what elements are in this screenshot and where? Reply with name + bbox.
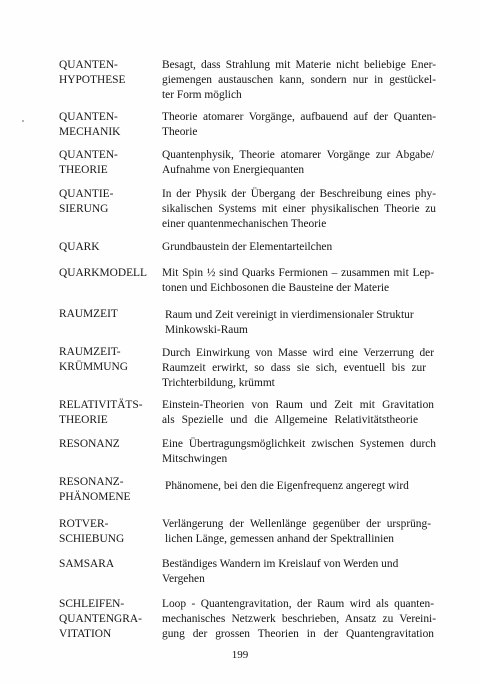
- glossary-definition: [162, 110, 438, 140]
- glossary-term-line: VITATION: [59, 627, 112, 640]
- glossary-definition-line: Theorie atomarer Vorgänge, aufbauend auf der Quanten-: [162, 111, 436, 123]
- glossary-term-line: RAUMZEIT: [59, 308, 118, 320]
- glossary-definition-line: Eine Übertragungsmöglichkeit zwischen Systemen durch: [162, 438, 436, 450]
- glossary-term-line: HYPOTHESE: [59, 73, 126, 86]
- glossary-term-line: SIERUNG: [59, 202, 109, 215]
- glossary-term-line: THEORIE: [59, 413, 108, 426]
- glossary-definition-line: mechanisches Netzwerk beschrieben, Ansatz zu Vereini-: [162, 612, 436, 625]
- glossary-term-line: ROTVER-: [59, 518, 109, 530]
- glossary-term-line: QUANTEN-: [59, 149, 118, 161]
- glossary-term: [59, 437, 159, 452]
- glossary-definition-line: Beständiges Wandern im Kreislauf von Werden und: [162, 558, 399, 570]
- glossary-term-line: QUANTIE-: [59, 188, 114, 200]
- glossary-term-line: QUARKMODELL: [59, 267, 147, 279]
- glossary-definition-line: Mit Spin ½ sind Quarks Fermionen – zusammen mit Lep-: [162, 267, 434, 279]
- glossary-definition-line: Aufnahme von Energiequanten: [162, 163, 305, 176]
- glossary-definition: [162, 398, 438, 428]
- glossary-term-line: RELATIVITÄTS-: [59, 399, 143, 411]
- glossary-term: [59, 110, 159, 140]
- glossary-definition-line: Phänomene, bei den die Eigenfrequenz angeregt wird: [165, 480, 409, 492]
- scan-artifact: [22, 120, 24, 122]
- glossary-definition: [162, 517, 438, 547]
- glossary-definition-line: als Spezielle und die Allgemeine Relativitätstheorie: [162, 413, 418, 426]
- glossary-definition-line: gung der grossen Theorien in der Quantengravitation: [162, 627, 434, 640]
- glossary-definition-line: Raum und Zeit vereinigt in vierdimensionaler Struktur: [165, 309, 414, 321]
- glossary-definition-line: Vergehen: [162, 572, 205, 585]
- glossary-term: [59, 475, 159, 505]
- glossary-term-line: RESONANZ-: [59, 476, 124, 488]
- glossary-term-line: PHÄNOMENE: [59, 490, 131, 503]
- glossary-definition: [162, 557, 438, 587]
- glossary-definition: [162, 479, 438, 494]
- glossary-definition-line: Besagt, dass Strahlung mit Materie nicht beliebige Ener-: [162, 59, 436, 71]
- glossary-term: [59, 58, 159, 88]
- glossary-term: [59, 187, 159, 217]
- glossary-definition-line: einer quantenmechanischen Theorie: [162, 217, 327, 230]
- glossary-definition-line: sikalischen Systems mit einer physikalischen Theorie zu: [162, 202, 436, 215]
- glossary-definition-line: Quantenphysik, Theorie atomarer Vorgänge zur Abgabe/: [162, 149, 434, 161]
- glossary-definition: [162, 308, 438, 338]
- glossary-term-line: MECHANIK: [59, 125, 121, 138]
- glossary-definition-line: giemengen austauschen kann, sondern nur in gestückel-: [162, 73, 436, 86]
- glossary-definition-line: Mitschwingen: [162, 452, 228, 465]
- glossary-term-line: THEORIE: [59, 163, 108, 176]
- glossary-term: [59, 557, 159, 572]
- page-number: 199: [231, 649, 249, 661]
- glossary-definition: [162, 240, 438, 255]
- glossary-definition-line: Raumzeit erwirkt, so dass sie sich, eventuell bis zur: [162, 361, 426, 374]
- glossary-term: [59, 307, 159, 322]
- glossary-definition-line: Durch Einwirkung von Masse wird eine Verzerrung der: [162, 347, 434, 359]
- glossary-term-line: QUANTEN-: [59, 59, 118, 71]
- glossary-definition-line: tonen und Eichbosonen die Bausteine der Materie: [162, 281, 390, 294]
- glossary-term: [59, 266, 159, 281]
- glossary-definition-line: Trichterbildung, krümmt: [162, 376, 275, 389]
- glossary-definition-line: Verlängerung der Wellenlänge gegenüber der ursprüng-: [162, 518, 431, 530]
- glossary-term: [59, 517, 159, 547]
- glossary-definition: [162, 187, 438, 231]
- glossary-definition-line: Minkowski-Raum: [165, 323, 248, 336]
- glossary-definition: [162, 266, 438, 296]
- glossary-definition-line: In der Physik der Übergang der Beschreibung eines phy-: [162, 188, 436, 200]
- glossary-definition: [162, 58, 438, 102]
- glossary-term: [59, 345, 159, 375]
- glossary-term-line: QUARK: [59, 241, 100, 253]
- glossary-definition-line: Grundbaustein der Elementarteilchen: [162, 241, 333, 253]
- glossary-definition-line: lichen Länge, gemessen anhand der Spektrallinien: [165, 532, 394, 545]
- glossary-term-line: RAUMZEIT-: [59, 346, 121, 358]
- glossary-term-line: QUANTEN-: [59, 111, 118, 123]
- glossary-term-line: RESONANZ: [59, 438, 120, 450]
- glossary-definition: [162, 148, 438, 178]
- glossary-term-line: SAMSARA: [59, 558, 115, 570]
- glossary-definition-line: Loop - Quantengravitation, der Raum wird als quanten-: [162, 598, 434, 610]
- glossary-term-line: QUANTENGRA-: [59, 612, 142, 625]
- glossary-term-line: SCHIEBUNG: [59, 532, 125, 545]
- glossary-definition-line: Theorie: [162, 125, 198, 138]
- glossary-term-line: KRÜMMUNG: [59, 360, 128, 373]
- glossary-term: [59, 240, 159, 255]
- glossary-definition-line: Einstein-Theorien von Raum und Zeit mit Gravitation: [162, 399, 434, 411]
- glossary-term: [59, 597, 159, 641]
- glossary-term: [59, 148, 159, 178]
- glossary-term: [59, 398, 159, 428]
- glossary-term-line: SCHLEIFEN-: [59, 598, 125, 610]
- glossary-definition-line: ter Form möglich: [162, 88, 242, 101]
- glossary-definition: [162, 597, 438, 641]
- glossary-definition: [162, 437, 438, 467]
- glossary-definition: [162, 346, 438, 390]
